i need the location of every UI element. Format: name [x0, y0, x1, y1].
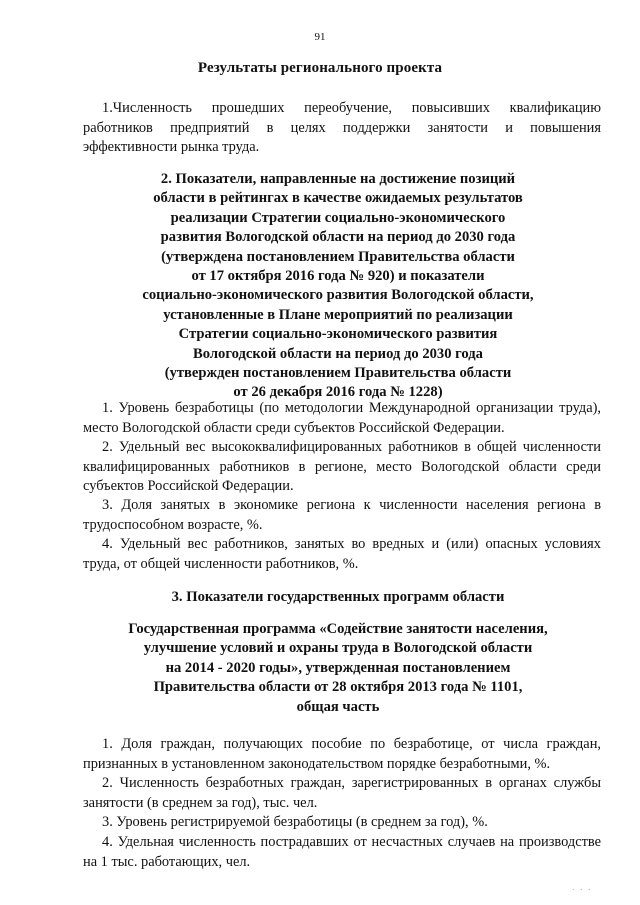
section2-heading	[70, 170, 606, 403]
program-heading-line: Государственная программа «Содействие занятости населения,	[128, 621, 548, 637]
program-heading-line: улучшение условий и охраны труда в Вологодской области	[143, 640, 533, 657]
section2-heading-line: 2. Показатели, направленные на достижение позиций	[160, 171, 516, 187]
program-heading-line: на 2014 - 2020 годы», утвержденная постановлением	[165, 659, 511, 676]
section2-item: 3. Доля занятых в экономике региона к численности населения региона в трудоспособном возрасте, %.	[83, 497, 601, 533]
scan-mark: · · ·	[572, 886, 593, 894]
section3-item: 4. Удельная численность пострадавших от несчастных случаев на производстве на 1 тыс. работающих, чел.	[83, 834, 601, 870]
section2-heading-line: Вологодской области на период до 2030 года	[193, 345, 483, 362]
section2-heading-line: (утвержден постановлением Правительства области	[164, 365, 512, 382]
section2-heading-line: от 26 декабря 2016 года № 1228)	[233, 384, 443, 401]
section3-item: 1. Доля граждан, получающих пособие по безработице, от числа граждан, признанных в установленном законодательством порядке безработными, %.	[83, 736, 601, 772]
section2-item: 4. Удельный вес работников, занятых во вредных и (или) опасных условиях труда, от общей численности работников, %.	[83, 536, 601, 572]
program-heading-line: общая часть	[296, 698, 380, 715]
section3-heading: 3. Показатели государственных программ области	[171, 589, 505, 605]
section2-heading-line: установленные в Плане мероприятий по реализации	[163, 306, 513, 323]
section2-heading-line: социально-экономического развития Вологодской области,	[142, 287, 534, 304]
section2-heading-line: (утверждена постановлением Правительства области	[161, 248, 515, 265]
page-number: 91	[314, 31, 326, 43]
section2-heading-line: от 17 октября 2016 года № 920) и показатели	[191, 268, 485, 285]
main-heading: Результаты регионального проекта	[197, 60, 443, 76]
section2-item: 2. Удельный вес высококвалифицированных работников в общей численности квалифицированных работников в регионе, место Вологодской области среди субъектов Российской Федерации.	[83, 439, 601, 495]
program-heading	[70, 620, 606, 717]
section2-heading-line: Стратегии социально-экономического развития	[178, 326, 498, 343]
section2-heading-line: области в рейтингах в качестве ожидаемых результатов	[153, 190, 523, 207]
section3-item: 3. Уровень регистрируемой безработицы (в среднем за год), %.	[102, 814, 488, 830]
section2-item: 1. Уровень безработицы (по методологии Международной организации труда), место Вологодской области среди субъектов Российской Федерации.	[83, 400, 601, 436]
section2-heading-line: развития Вологодской области на период до 2030 года	[160, 229, 516, 246]
program-heading-line: Правительства области от 28 октября 2013 года № 1101,	[153, 679, 523, 696]
section3-item: 2. Численность безработных граждан, зарегистрированных в органах службы занятости (в среднем за год), тыс. чел.	[83, 775, 601, 811]
section2-heading-line: реализации Стратегии социально-экономического	[170, 209, 506, 226]
intro-paragraph: 1.Численность прошедших переобучение, повысивших квалификацию работников предприятий в целях поддержки занятости и повышения эффективности рынка труда.	[83, 100, 601, 156]
